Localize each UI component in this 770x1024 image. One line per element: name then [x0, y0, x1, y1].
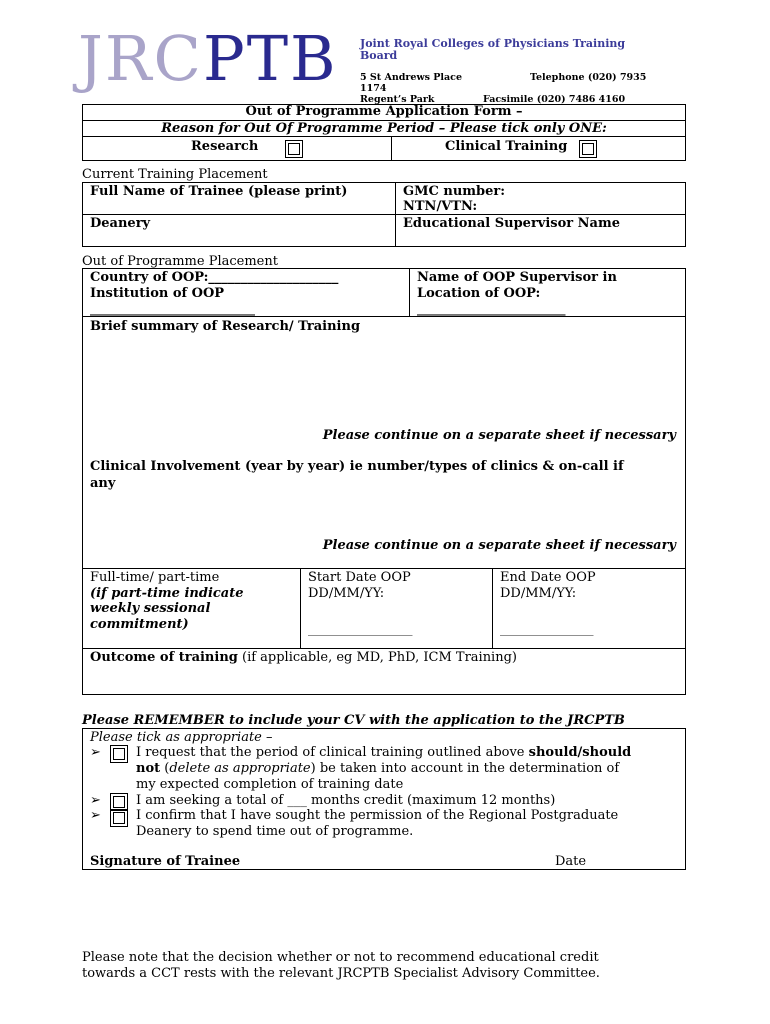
divider — [82, 568, 686, 569]
summary-label[interactable]: Brief summary of Research/ Training — [90, 319, 361, 334]
country-of-oop[interactable]: Country of OOP:____________________ — [90, 270, 339, 285]
educational-supervisor-label[interactable]: Educational Supervisor Name — [403, 216, 620, 231]
start-date-format: DD/MM/YY: — [308, 586, 385, 601]
start-date-line[interactable]: ___________________ — [308, 623, 413, 636]
part-time-note-3: commitment) — [90, 617, 189, 632]
clinical-involvement-label[interactable]: Clinical Involvement (year by year) ie number/types of clinics & on-call if — [90, 459, 624, 474]
oop-placement-heading: Out of Programme Placement — [82, 254, 278, 269]
footer-note-2: towards a CCT rests with the relevant JRCPTB Specialist Advisory Committee. — [82, 966, 600, 981]
jrcptb-logo: JRCPTB — [78, 22, 338, 95]
part-time-note-2: weekly sessional — [90, 601, 211, 616]
arrow-bullet-icon: ➢ — [90, 808, 101, 823]
continue-note-1: Please continue on a separate sheet if necessary — [322, 428, 676, 443]
institution-of-oop[interactable]: Institution of OOP — [90, 286, 225, 301]
oop-location-label[interactable]: Location of OOP: — [417, 286, 541, 301]
declaration-1: I request that the period of clinical training outlined above should/should — [136, 745, 632, 760]
declaration-3-line2: Deanery to spend time out of programme. — [136, 824, 414, 839]
deanery-permission-checkbox[interactable] — [110, 809, 128, 827]
divider — [492, 568, 493, 648]
cv-reminder: Please REMEMBER to include your CV with the application to the JRCPTB — [82, 713, 625, 728]
end-date-line[interactable]: _________________ — [500, 623, 594, 636]
declaration-2: I am seeking a total of ___ months credit (maximum 12 months) — [136, 793, 556, 808]
outcome-of-training[interactable]: Outcome of training (if applicable, eg MD, PhD, ICM Training) — [90, 650, 517, 665]
end-date-format: DD/MM/YY: — [500, 586, 577, 601]
divider — [300, 568, 301, 648]
telephone: Telephone (020) 7935 — [530, 72, 647, 83]
oop-supervisor-line[interactable]: ___________________________ — [417, 303, 566, 316]
part-time-note: (if part-time indicate — [90, 586, 244, 601]
start-date-label[interactable]: Start Date OOP — [308, 570, 411, 585]
option-clinical-label: Clinical Training — [445, 139, 568, 154]
oop-supervisor-label[interactable]: Name of OOP Supervisor in — [417, 270, 617, 285]
arrow-bullet-icon: ➢ — [90, 745, 101, 760]
divider — [82, 214, 686, 215]
reason-instruction: Reason for Out Of Programme Period – Please tick only ONE: — [161, 121, 607, 136]
date-label[interactable]: Date — [555, 854, 587, 869]
address-line2: Regent’s Park — [360, 94, 435, 105]
research-checkbox[interactable] — [285, 140, 303, 158]
divider — [409, 268, 410, 317]
tick-instruction: Please tick as appropriate – — [90, 730, 273, 745]
clinical-training-period-checkbox[interactable] — [110, 745, 128, 763]
current-placement-heading: Current Training Placement — [82, 167, 268, 182]
declaration-1-line3: my expected completion of training date — [136, 777, 404, 792]
ntn-label[interactable]: NTN/VTN: — [403, 199, 478, 214]
option-research-label: Research — [191, 139, 259, 154]
arrow-bullet-icon: ➢ — [90, 793, 101, 808]
address-number: 1174 — [360, 83, 387, 94]
deanery-label[interactable]: Deanery — [90, 216, 151, 231]
signature-label[interactable]: Signature of Trainee — [90, 854, 241, 869]
facsimile: Facsimile (020) 7486 4160 — [483, 94, 626, 105]
clinical-training-checkbox[interactable] — [579, 140, 597, 158]
clinical-involvement-label-2: any — [90, 476, 116, 491]
full-name-label[interactable]: Full Name of Trainee (please print) — [90, 184, 348, 199]
declaration-1-line2: not (delete as appropriate) be taken into account in the determination of — [136, 761, 620, 776]
gmc-number-label[interactable]: GMC number: — [403, 184, 506, 199]
form-title: Out of Programme Application Form – — [245, 104, 523, 119]
divider — [391, 136, 392, 161]
divider — [82, 136, 686, 137]
full-part-time-label[interactable]: Full-time/ part-time — [90, 570, 220, 585]
org-name: Joint Royal Colleges of Physicians Training Board — [360, 37, 626, 62]
end-date-label[interactable]: End Date OOP — [500, 570, 596, 585]
footer-note: Please note that the decision whether or not to recommend educational credit — [82, 950, 599, 965]
divider — [82, 648, 686, 649]
address-line1: 5 St Andrews Place — [360, 72, 463, 83]
institution-line[interactable]: ______________________________ — [90, 303, 255, 316]
declaration-3: I confirm that I have sought the permission of the Regional Postgraduate — [136, 808, 619, 823]
continue-note-2: Please continue on a separate sheet if necessary — [322, 538, 676, 553]
